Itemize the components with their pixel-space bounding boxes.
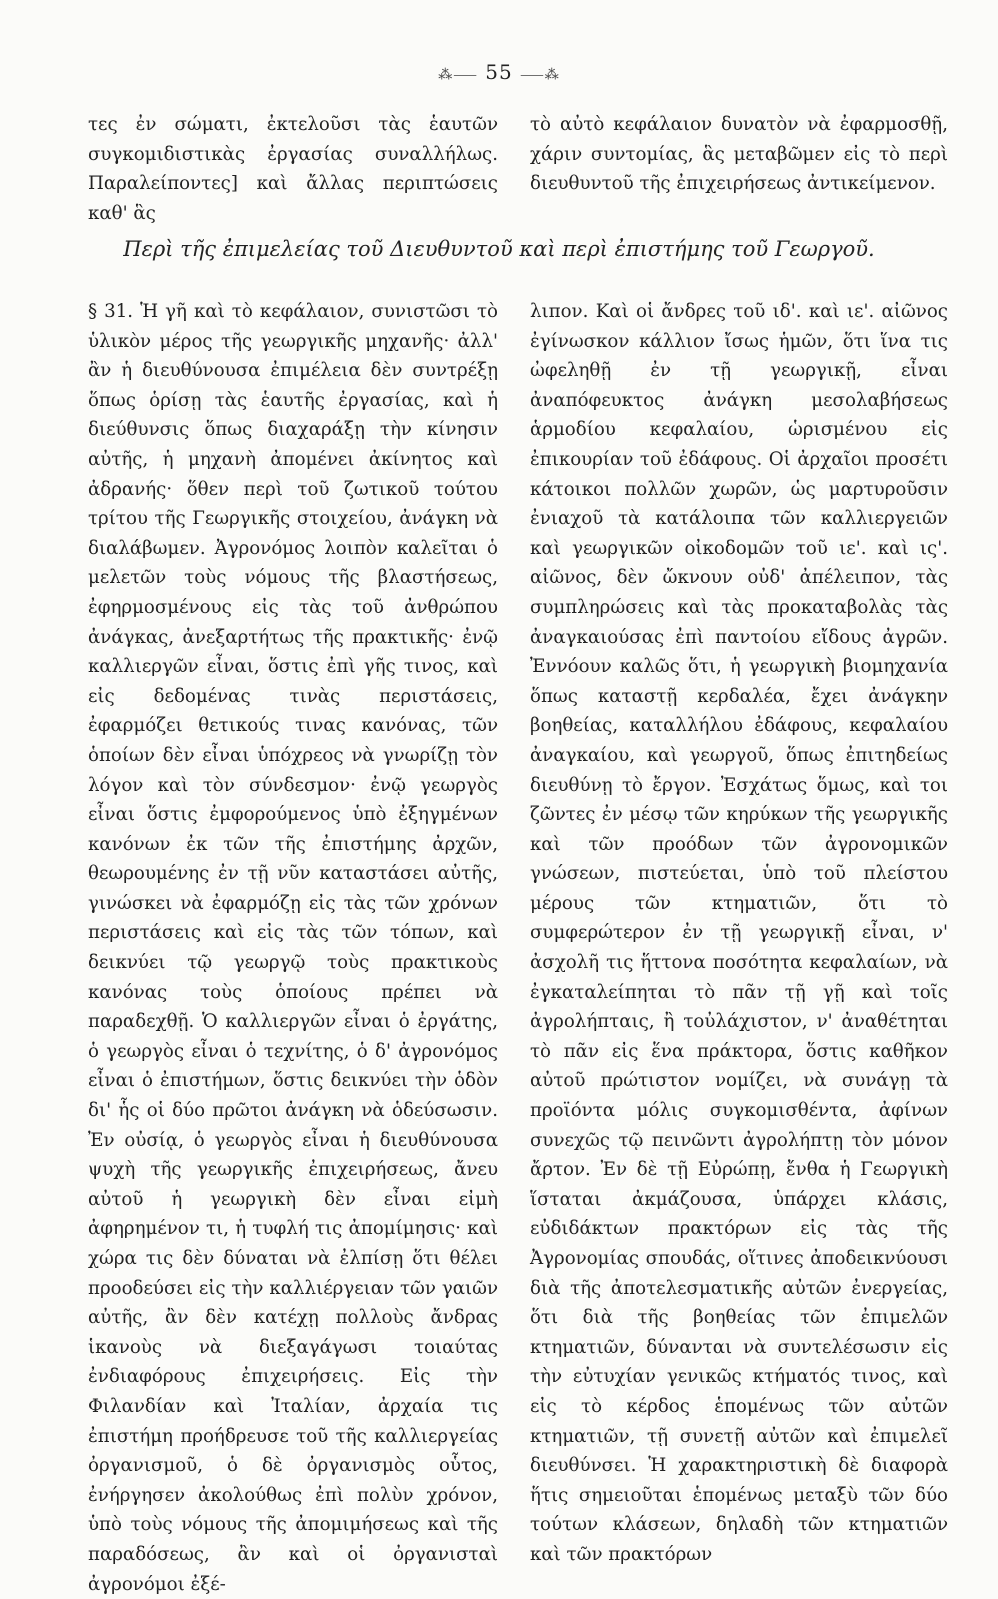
section-title: Περὶ τῆς ἐπιμελείας τοῦ Διευθυντοῦ καὶ περὶ ἐπιστήμης τοῦ Γεωργοῦ.: [123, 237, 875, 261]
top-left-column: [88, 110, 498, 228]
body-left-column: [88, 297, 498, 1599]
body-right-column: [530, 297, 948, 1570]
ornament-right: ⸺⁂: [520, 67, 560, 83]
top-right-text: τὸ αὐτὸ κεφάλαιον δυνατὸν νὰ ἐφαρμοσθῇ, χάριν συντομίας, ἃς μεταβῶμεν εἰς τὸ περὶ διευθυντοῦ τῆς ἐπιχειρήσεως ἀντικείμενον.: [530, 114, 948, 195]
ornament-left: ⁂⸺: [438, 67, 478, 83]
body-right-text: λιπον. Καὶ οἱ ἄνδρες τοῦ ιδ'. καὶ ιε'. αἰῶνος ἐγίνωσκον κάλλιον ἴσως ἡμῶν, ὅτι ἵνα τις ὠφεληθῇ ἐν τῇ γεωργικῇ, εἶναι ἀναπόφευκτος ἀνάγκη μεσολαβήσεως ἁρμοδίου κεφαλαίου, ὡρισμένου εἰς ἐπικουρίαν τοῦ ἐδάφους. Οἱ ἀρχαῖοι προσέτι κάτοικοι πολλῶν χωρῶν, ὡς μαρτυροῦσιν ἐνιαχοῦ τὰ κατάλοιπα τῶν καλλιεργειῶν καὶ γεωργικῶν οἰκοδομῶν τοῦ ιε'. καὶ ις'. αἰῶνος, δὲν ὤκνουν οὐδ' ἀπέλειπον, τὰς συμπληρώσεις καὶ τὰς προκαταβολὰς τὰς ἀναγκαιούσας ἐπὶ παντοίου εἴδους ἀγρῶν. Ἐννόουν καλῶς ὅτι, ἡ γεωργικὴ βιομηχανία ὅπως καταστῇ κερδαλέα, ἔχει ἀνάγκην βοηθείας, καταλλήλου ἐδάφους, κεφαλαίου ἀναγκαίου, καὶ γεωργοῦ, ὅπως ἐπιτηδείως διευθύνῃ τὸ ἔργον. Ἐσχάτως ὅμως, καὶ τοι ζῶντες ἐν μέσῳ τῶν κηρύκων τῆς γεωργικῆς καὶ τῶν προόδων τῶν ἀγρονομικῶν γνώσεων, πιστεύεται, ὑπὸ τοῦ πλείστου μέρους τῶν κτηματιῶν, ὅτι τὸ συμφερώτερον ἐν τῇ γεωργικῇ εἶναι, ν' ἀσχολῆ τις ἥττονα ποσότητα κεφαλαίων, νὰ ἐγκαταλείπηται τὸ πᾶν τῇ γῇ καὶ τοῖς ἀγρολήπταις, ἢ τοὐλάχιστον, ν' ἀναθέτηται τὸ πᾶν εἰς ἕνα πράκτορα, ὅστις καθῆκον αὐτοῦ πρώτιστον νομίζει, νὰ συνάγῃ τὰ προϊόντα μόλις συγκομισθέντα, ἀφίνων συνεχῶς τῷ πεινῶντι ἀγρολήπτῃ τὸν μόνον ἄρτον. Ἐν δὲ τῇ Εὐρώπῃ, ἔνθα ἡ Γεωργικὴ ἵσταται ἀκμάζουσα, ὑπάρχει κλάσις, εὐδιδάκτων πρακτόρων εἰς τὰς τῆς Ἀγρονομίας σπουδάς, οἵτινες ἀποδεικνύουσι διὰ τῆς ἀποτελεσματικῆς αὐτῶν ἐνεργείας, ὅτι διὰ τῆς βοηθείας τῶν ἐπιμελῶν κτηματιῶν, δύνανται νὰ συντελέσωσιν εἰς τὴν εὐτυχίαν γενικῶς κτήματός τινος, καὶ εἰς τὸ κέρδος ἑπομένως τῶν αὐτῶν κτηματιῶν, τῇ συνετῇ αὐτῶν καὶ ἐπιμελεῖ διευθύνσει. Ἡ χαρακτηριστικὴ δὲ διαφορὰ ἥτις σημειοῦται ἑπομένως μεταξὺ τῶν δύο τούτων κλάσεων, δηλαδὴ τῶν κτηματιῶν καὶ τῶν πρακτόρων: [530, 301, 948, 1565]
page-header: [0, 60, 998, 84]
top-left-text: τες ἐν σώματι, ἐκτελοῦσι τὰς ἑαυτῶν συγκομιδιστικὰς ἐργασίας συναλλήλως. Παραλείποντες] καὶ ἄλλας περιπτώσεις καθ' ἃς: [88, 114, 498, 224]
top-right-column: [530, 110, 948, 199]
body-left-text: § 31. Ἡ γῆ καὶ τὸ κεφάλαιον, συνιστῶσι τὸ ὑλικὸν μέρος τῆς γεωργικῆς μηχανῆς· ἀλλ' ἂν ἡ διευθύνουσα ἐπιμέλεια δὲν συντρέξῃ ὅπως ὁρίσῃ τὰς ἑαυτῆς ἐργασίας, καὶ ἡ διεύθυνσις ὅπως διαχαράξῃ τὴν κίνησιν αὐτῆς, ἡ μηχανὴ ἀπομένει ἀκίνητος καὶ ἀδρανής· ὅθεν περὶ τοῦ ζωτικοῦ τούτου τρίτου τῆς Γεωργικῆς στοιχείου, ἀνάγκη νὰ διαλάβωμεν. Ἀγρονόμος λοιπὸν καλεῖται ὁ μελετῶν τοὺς νόμους τῆς βλαστήσεως, ἐφηρμοσμένους εἰς τὰς τοῦ ἀνθρώπου ἀνάγκας, ἀνεξαρτήτως τῆς πρακτικῆς· ἐνῷ καλλιεργῶν εἶναι, ὅστις ἐπὶ γῆς τινος, καὶ εἰς δεδομένας τινὰς περιστάσεις, ἐφαρμόζει θετικούς τινας κανόνας, τῶν ὁποίων δὲν εἶναι ὑπόχρεος νὰ γνωρίζῃ τὸν λόγον καὶ τὸν σύνδεσμον· ἐνῷ γεωργὸς εἶναι ὅστις ἐμφορούμενος ὑπὸ ἐξηγμένων κανόνων ἐκ τῶν τῆς ἐπιστήμης ἀρχῶν, θεωρουμένης ἐν τῇ νῦν καταστάσει αὐτῆς, γινώσκει νὰ ἐφαρμόζῃ εἰς τὰς τῶν χρόνων περιστάσεις καὶ εἰς τὰς τῶν τόπων, καὶ δεικνύει τῷ γεωργῷ τοὺς πρακτικοὺς κανόνας τοὺς ὁποίους πρέπει νὰ παραδεχθῇ. Ὁ καλλιεργῶν εἶναι ὁ ἐργάτης, ὁ γεωργὸς εἶναι ὁ τεχνίτης, ὁ δ' ἀγρονόμος εἶναι ὁ ἐπιστήμων, ὅστις δεικνύει τὴν ὁδὸν δι' ἧς οἱ δύο πρῶτοι ἀνάγκη νὰ ὁδεύσωσιν. Ἐν οὐσίᾳ, ὁ γεωργὸς εἶναι ἡ διευθύνουσα ψυχὴ τῆς γεωργικῆς ἐπιχειρήσεως, ἄνευ αὐτοῦ ἡ γεωργικὴ δὲν εἶναι εἰμὴ ἀφηρημένον τι, ἡ τυφλή τις ἀπομίμησις· καὶ χώρα τις δὲν δύναται νὰ ἐλπίσῃ ὅτι θέλει προοδεύσει εἰς τὴν καλλιέργειαν τῶν γαιῶν αὐτῆς, ἂν δὲν κατέχῃ πολλοὺς ἄνδρας ἱκανοὺς νὰ διεξαγάγωσι τοιαύτας ἐνδιαφόρους ἐπιχειρήσεις. Εἰς τὴν Φιλανδίαν καὶ Ἰταλίαν, ἀρχαία τις ἐπιστήμη προήδρευσε τοῦ τῆς καλλιεργείας ὀργανισμοῦ, ὁ δὲ ὀργανισμὸς οὗτος, ἐνήργησεν ἀκολούθως ἐπὶ πολὺν χρόνον, ὑπὸ τοὺς νόμους τῆς ἀπομιμήσεως καὶ τῆς παραδόσεως, ἂν καὶ οἱ ὀργανισταὶ ἀγρονόμοι ἐξέ-: [88, 301, 498, 1595]
page-number: 55: [485, 60, 513, 84]
